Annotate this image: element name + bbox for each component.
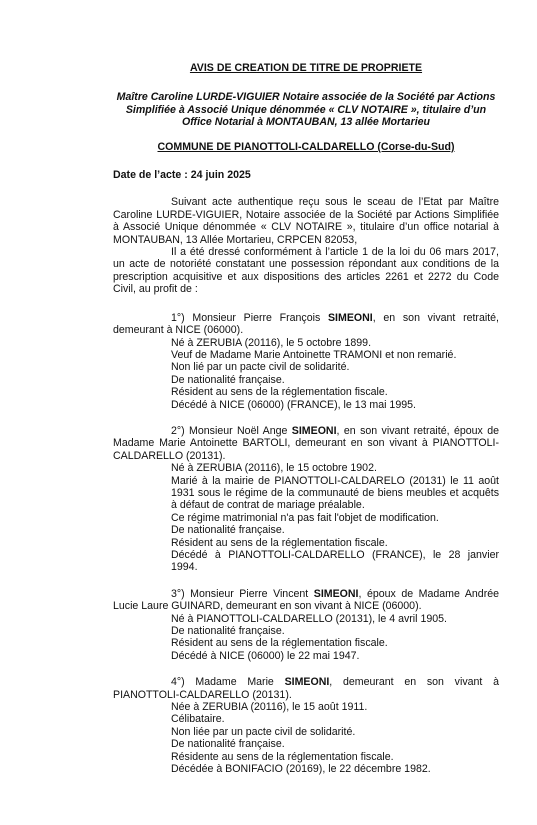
person-detail: De nationalité française.	[171, 373, 285, 386]
person-intro-end: , demeurant en son vivant à PIANOTTOLI-CALDARELLO (20131).	[113, 676, 499, 701]
person-surname: SIMEONI	[291, 424, 337, 437]
person-intro	[113, 588, 499, 613]
person-detail: Marié à la mairie de PIANOTTOLI-CALDARELO (20131) le 11 août 1931 sous le régime de la communauté de biens meubles et acquêts à défaut de contrat de mariage préalable.	[171, 474, 499, 512]
notary-statement: Maître Caroline LURDE-VIGUIER Notaire associée de la Société par Actions Simplifiée à Associé Unique dénommée « CLV NOTAIRE », titulaire d’un Office Notarial à MONTAUBAN, 13 allée Mortarieu	[116, 91, 496, 129]
person-intro-end: , époux de Madame Andrée Lucie Laure GUINARD, demeurant en son vivant à NICE (06000).	[113, 587, 500, 613]
person-intro-end: , en son vivant retraité, demeurant à NICE (06000).	[113, 311, 499, 337]
person-detail: Résidente au sens de la réglementation fiscale.	[171, 750, 394, 763]
person-intro-start: 2°) Monsieur Noël Ange	[171, 424, 292, 437]
person-detail: Née à ZERUBIA (20116), le 15 août 1911.	[171, 701, 368, 714]
person-detail: Né à ZERUBIA (20116), le 5 octobre 1899.	[171, 336, 372, 349]
person-detail: Décédé à PIANOTTOLI-CALDARELLO (FRANCE), le 28 janvier 1994.	[171, 549, 499, 574]
person-detail: De nationalité française.	[171, 524, 285, 537]
person-detail: Veuf de Madame Marie Antoinette TRAMONI et non remarié.	[171, 348, 457, 361]
person-intro-start: 1°) Monsieur Pierre François	[171, 311, 328, 324]
person-detail: Né à PIANOTTOLI-CALDARELLO (20131), le 4 avril 1905.	[171, 612, 447, 625]
person-detail: Résident au sens de la réglementation fiscale.	[171, 536, 388, 549]
person-detail: Résident au sens de la réglementation fiscale.	[171, 386, 388, 399]
person-detail: Résident au sens de la réglementation fiscale.	[171, 637, 388, 650]
person-entry-1	[113, 312, 499, 411]
person-intro	[113, 312, 499, 337]
commune-heading: COMMUNE DE PIANOTTOLI-CALDARELLO (Corse-du-Sud)	[157, 140, 455, 153]
person-detail: Décédée à BONIFACIO (20169), le 22 décembre 1982.	[171, 763, 431, 776]
person-detail: Non lié par un pacte civil de solidarité.	[171, 361, 350, 374]
person-detail: Né à ZERUBIA (20116), le 15 octobre 1902.	[171, 462, 377, 475]
person-intro-end: , en son vivant retraité, époux de Madame Marie Antoinette BARTOLI, demeurant en son vivant à PIANOTTOLI-CALDARELLO (20131).	[113, 424, 499, 462]
person-detail: Décédé à NICE (06000) le 22 mai 1947.	[171, 649, 360, 662]
document-title: AVIS DE CREATION DE TITRE DE PROPRIETE	[189, 62, 423, 74]
person-intro-start: 4°) Madame Marie	[171, 676, 285, 689]
person-intro	[113, 676, 499, 701]
person-entry-3	[113, 588, 499, 662]
person-surname: SIMEONI	[313, 587, 359, 600]
notoriety-paragraph: Il a été dressé conformément à l’article 1 de la loi du 06 mars 2017, un acte de notoriété constatant une possession répondant aux conditions de la prescription acquisitive et aux dispositions des articles 2261 et 2272 du Code Civil, au profit de :	[113, 246, 499, 296]
person-surname: SIMEONI	[284, 676, 330, 689]
person-entry-2	[113, 425, 499, 574]
person-detail: De nationalité française.	[171, 738, 285, 751]
person-intro	[113, 425, 499, 462]
act-date: Date de l’acte : 24 juin 2025	[113, 169, 251, 182]
person-surname: SIMEONI	[327, 311, 373, 324]
person-detail: De nationalité française.	[171, 625, 285, 638]
intro-paragraph: Suivant acte authentique reçu sous le sceau de l’Etat par Maître Caroline LURDE-VIGUIER, Notaire associée de la Société par Actions Simplifiée à Associé Unique dénommée « CLV NOTAIRE », titulaire d’un office notarial à MONTAUBAN, 13 Allée Mortarieu, CRPCEN 82053,	[113, 196, 499, 246]
person-intro-start: 3°) Monsieur Pierre Vincent	[171, 587, 314, 600]
person-detail: Ce régime matrimonial n'a pas fait l'objet de modification.	[171, 511, 439, 524]
person-detail: Décédé à NICE (06000) (FRANCE), le 13 mai 1995.	[171, 398, 416, 411]
person-detail: Non liée par un pacte civil de solidarité.	[171, 725, 356, 738]
person-detail: Célibataire.	[171, 713, 225, 726]
person-entry-4	[113, 676, 499, 775]
